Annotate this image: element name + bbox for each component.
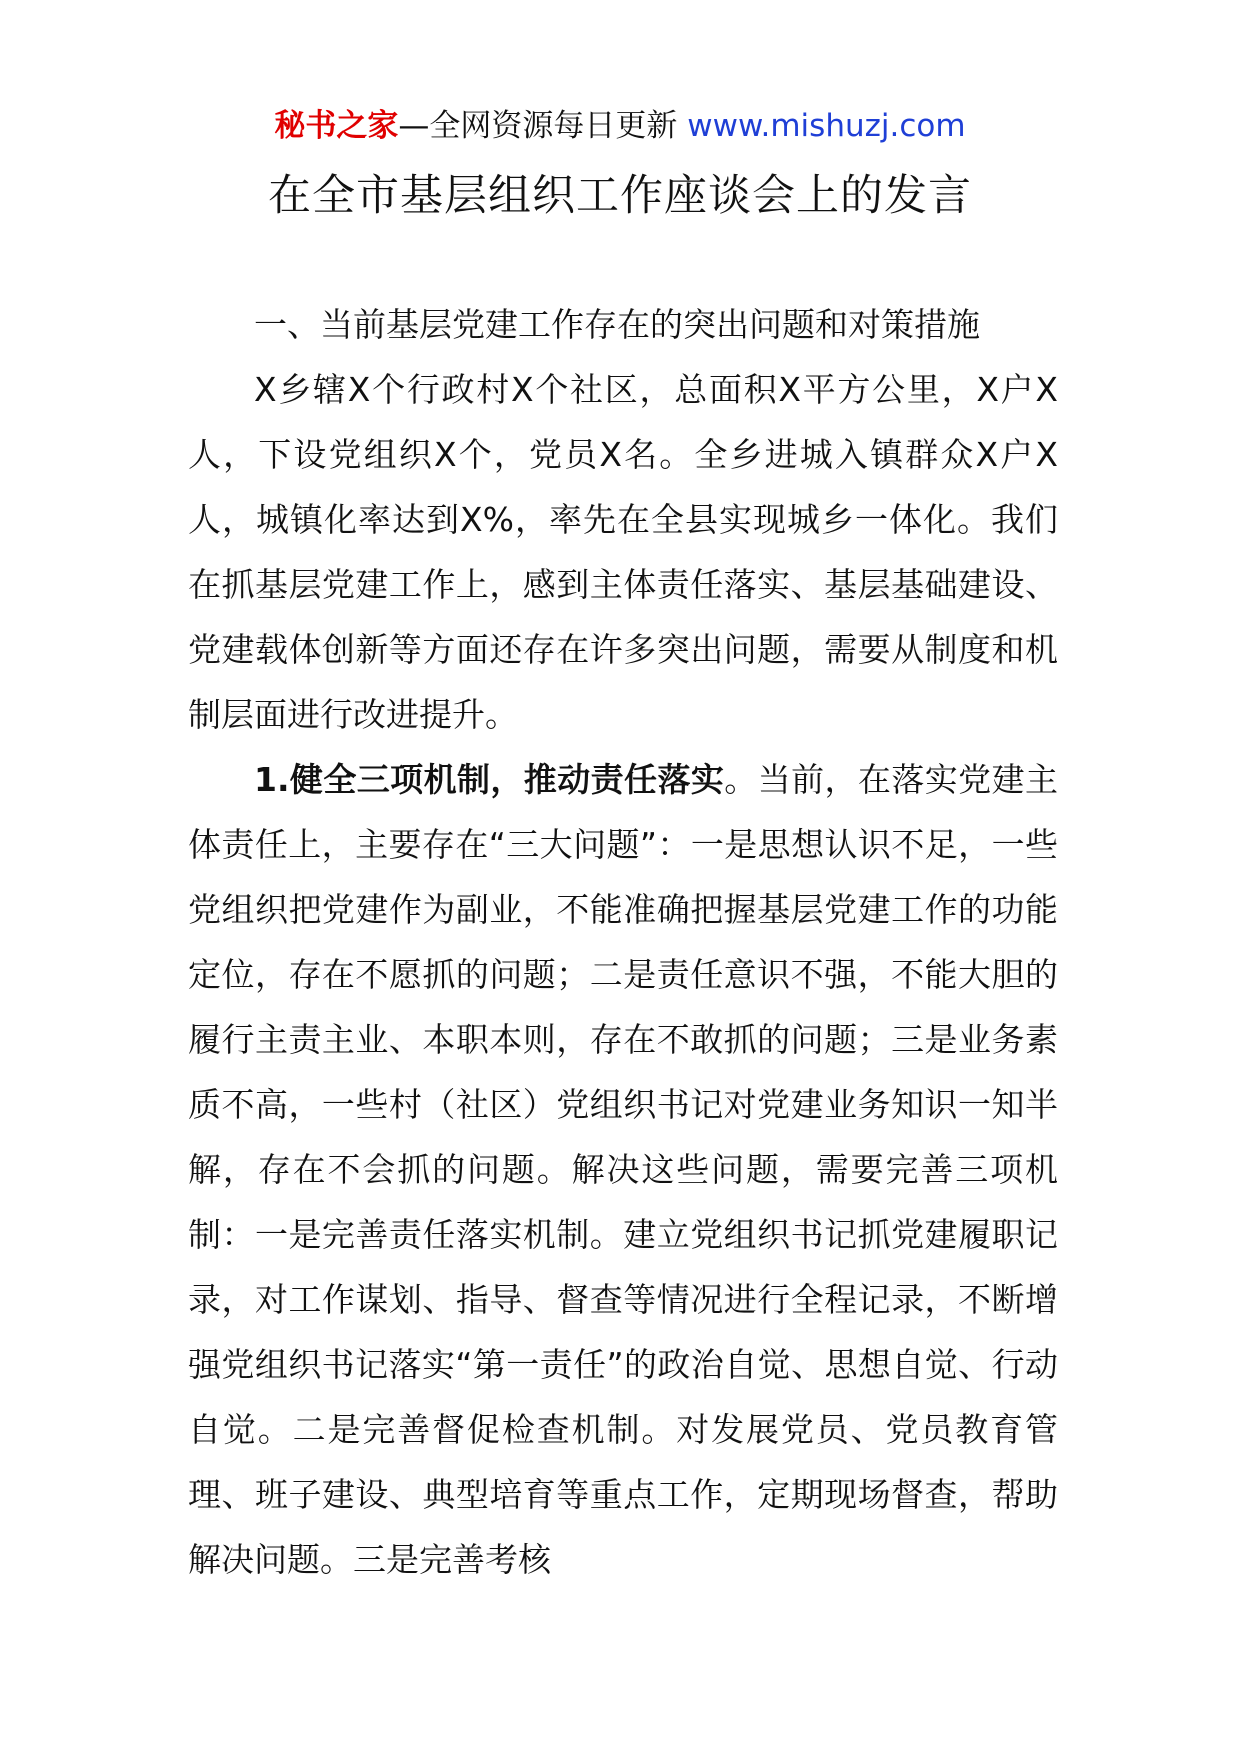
section-heading: 一、当前基层党建工作存在的突出问题和对策措施 (254, 305, 980, 344)
site-url[interactable]: www.mishuzj.com (687, 108, 966, 144)
brand-name: 秘书之家 (274, 108, 399, 144)
header-tagline: —全网资源每日更新 (398, 108, 678, 144)
paragraph-1-text: 。当前，在落实党建主体责任上，主要存在“三大问题”：一是思想认识不足，一些党组织把党建作为副业，不能准确把握基层党建工作的功能定位，存在不愿抓的问题；二是责任意识不强，不能大胆的履行主责主业、本职本则，存在不敢抓的问题；三是业务素质不高，一些村（社区）党组织书记对党建业务知识一知半解，存在不会抓的问题。解决这些问题，需要完善三项机制：一是完善责任落实机制。建立党组织书记抓党建履职记录，对工作谋划、指导、督查等情况进行全程记录，不断增强党组织书记落实“第一责任”的政治自觉、思想自觉、行动自觉。二是完善督促检查机制。对发展党员、党员教育管理、班子建设、典型培育等重点工作，定期现场督查，帮助解决问题。三是完善考核 (188, 760, 1058, 1579)
paragraph-1-lead: 1.健全三项机制，推动责任落实 (254, 760, 725, 799)
document-body (188, 292, 1058, 1592)
paragraph-1 (188, 747, 1058, 1592)
document-title: 在全市基层组织工作座谈会上的发言 (268, 171, 972, 221)
watermark-header (0, 104, 1240, 148)
paragraph-intro: X乡辖X个行政村X个社区，总面积X平方公里，X户X人，下设党组织X个，党员X名。全乡进城入镇群众X户X人，城镇化率达到X%，率先在全县实现城乡一体化。我们在抓基层党建工作上，感到主体责任落实、基层基础建设、党建载体创新等方面还存在许多突出问题，需要从制度和机制层面进行改进提升。 (188, 370, 1058, 734)
